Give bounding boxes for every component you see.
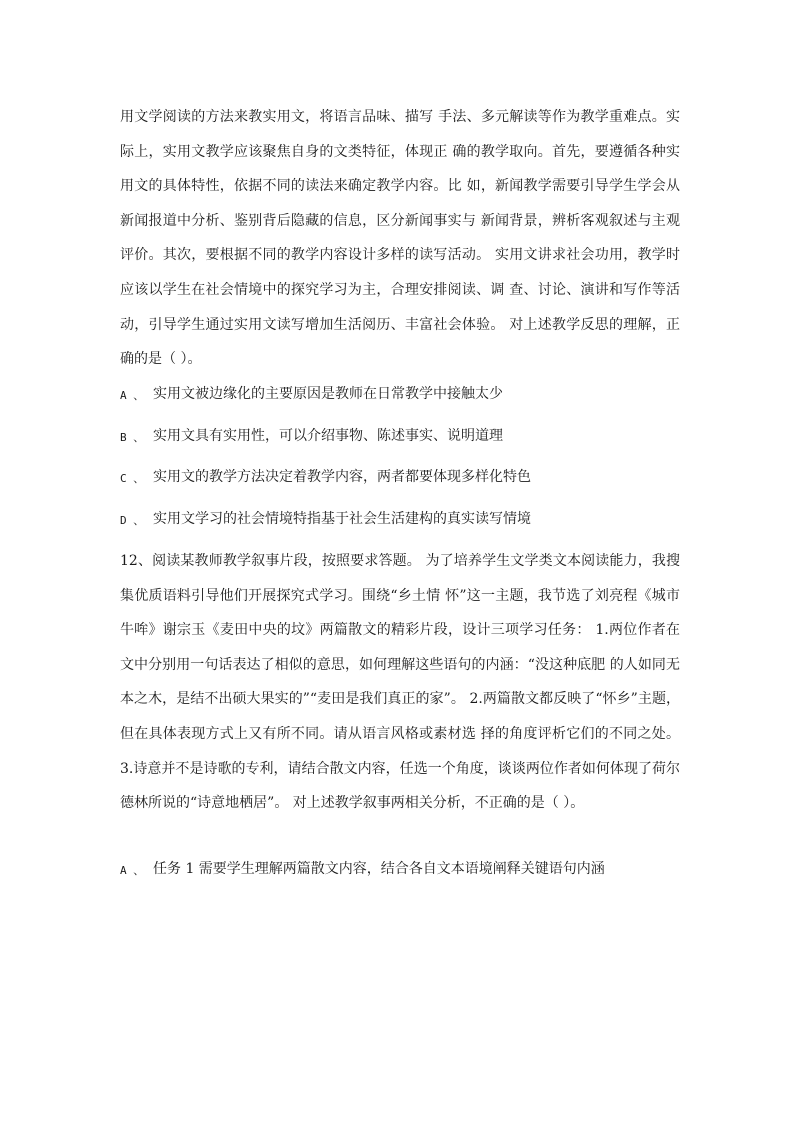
option-text: 任务 1 需要学生理解两篇散文内容，结合各自文本语境阐释关键语句内涵 xyxy=(153,860,605,877)
option-text: 实用文具有实用性，可以介绍事物、陈述事实、说明道理 xyxy=(153,427,503,444)
option-letter: D 、 xyxy=(120,514,145,528)
option-text: 实用文学习的社会情境特指基于社会生活建构的真实读写情境 xyxy=(153,511,531,528)
spacer xyxy=(120,821,680,852)
option-letter: A 、 xyxy=(120,863,145,877)
question-12-options xyxy=(120,852,680,894)
document-body xyxy=(120,100,680,893)
option-letter: C 、 xyxy=(120,472,145,486)
option-a[interactable] xyxy=(120,852,680,894)
option-a[interactable] xyxy=(120,377,680,419)
option-text: 实用文的教学方法决定着教学内容，两者都要体现多样化特色 xyxy=(153,469,531,486)
question-11-stem: 用文学阅读的方法来教实用文，将语言品味、描写 手法、多元解读等作为教学重难点。实际上，实用文教学应该聚焦自身的文类特征，体现正 确的教学取向。首先，要遵循各种实用文的具体特性，依据不同的读法来确定教学内容。比 如，新闻教学需要引导学生学会从新闻报道中分析、鉴别背后隐藏的信息，区分新闻事实与 新闻背景，辨析客观叙述与主观评价。其次，要根据不同的教学内容设计多样的读写活动。 实用文讲求社会功用，教学时应该以学生在社会情境中的探究学习为主，合理安排阅读、调 查、讨论、演讲和写作等活动，引导学生通过实用文读写增加生活阅历、丰富社会体验。 对上述教学反思的理解，正确的是（ ）。 xyxy=(120,109,680,368)
option-text: 实用文被边缘化的主要原因是教师在日常教学中接触太少 xyxy=(153,385,503,402)
question-12-stem: 12、阅读某教师教学叙事片段，按照要求答题。 为了培养学生文学类文本阅读能力，我搜集优质语料引导他们开展探究式学习。围绕“乡土情 怀”这一主题，我节选了刘亮程《城市牛哞》谢宗玉《麦田中央的坟》两篇散文的精彩片段，设计三项学习任务： 1.两位作者在文中分别用一句话表达了相似的意思，如何理解这些语句的内涵：“没这种底肥 的人如同无本之木，是结不出硕大果实的”“麦田是我们真正的家”。 2.两篇散文都反映了“怀乡”主题，但在具体表现方式上又有所不同。请从语言风格或素材选 择的角度评析它们的不同之处。 3.诗意并不是诗歌的专利，请结合散文内容，任选一个角度，谈谈两位作者如何体现了荷尔 德林所说的“诗意地栖居”。 对上述教学叙事两相关分析，不正确的是（ ）。 xyxy=(120,552,680,812)
option-letter: B 、 xyxy=(120,430,145,444)
question-11-options xyxy=(120,377,680,544)
option-b[interactable] xyxy=(120,419,680,461)
option-letter: A 、 xyxy=(120,388,145,402)
option-c[interactable] xyxy=(120,460,680,502)
option-d[interactable] xyxy=(120,502,680,544)
